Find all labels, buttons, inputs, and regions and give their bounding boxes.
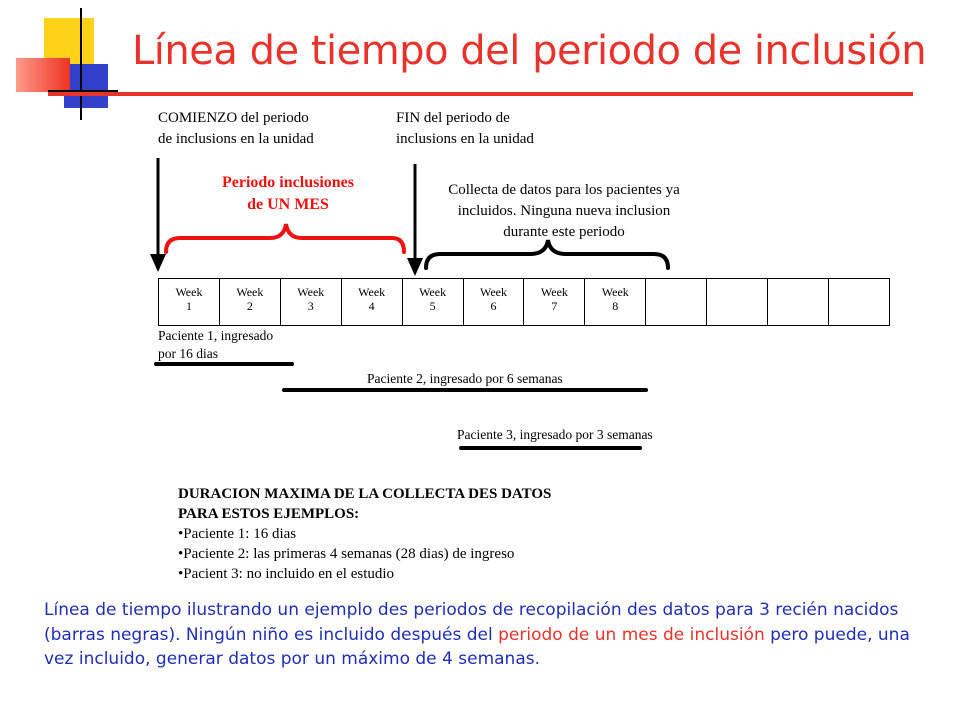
week-cell <box>768 279 829 326</box>
week-number: 7 <box>551 299 558 313</box>
patient-3-label-line: Paciente 3, ingresado por 3 semanas <box>457 427 653 442</box>
week-cell <box>159 279 220 326</box>
patient-2-label <box>367 370 563 388</box>
week-word: Week <box>601 285 629 299</box>
week-number: 1 <box>185 299 192 313</box>
inclusion-period-line: de UN MES <box>247 196 329 213</box>
week-word: Week <box>358 285 386 299</box>
week-cell <box>646 279 707 326</box>
patient-3-bar <box>459 446 642 450</box>
patient-2-label-line: Paciente 2, ingresado por 6 semanas <box>367 371 563 386</box>
patient-1-label <box>158 327 273 363</box>
caption-text: pero puede, una vez incluido, generar datos por un máximo de 4 semanas. <box>44 624 910 669</box>
weeks-row <box>159 279 890 326</box>
summary-item: •Paciente 2: las primeras 4 semanas (28 dias) de ingreso <box>178 546 515 562</box>
week-word: Week <box>540 285 568 299</box>
weeks-table <box>158 278 890 326</box>
week-cell <box>463 279 524 326</box>
week-number: 6 <box>490 299 497 313</box>
end-arrow <box>407 164 423 276</box>
patient-3-label <box>457 426 653 444</box>
week-number: 2 <box>246 299 253 313</box>
week-word: Week <box>419 285 447 299</box>
week-cell <box>341 279 402 326</box>
week-number: 3 <box>307 299 314 313</box>
week-word: Week <box>236 285 264 299</box>
collection-label-line: durante este periodo <box>503 224 625 240</box>
patient-1-bar <box>154 362 294 366</box>
week-word: Week <box>175 285 203 299</box>
inclusion-period-line: Periodo inclusiones <box>221 174 354 191</box>
week-word: Week <box>297 285 325 299</box>
inclusion-period-brace <box>166 224 404 252</box>
week-number: 4 <box>368 299 375 313</box>
week-word: Week <box>479 285 507 299</box>
collection-label-line: Collecta de datos para los pacientes ya <box>448 182 680 198</box>
collection-period-brace <box>426 240 668 268</box>
week-cell <box>280 279 341 326</box>
week-cell <box>585 279 646 326</box>
start-label-line: COMIENZO del periodo <box>158 110 309 126</box>
week-cell <box>707 279 768 326</box>
week-cell <box>402 279 463 326</box>
summary-box <box>178 484 551 584</box>
summary-item: •Pacient 3: no incluido en el estudio <box>178 566 395 582</box>
summary-item: •Paciente 1: 16 dias <box>178 526 297 542</box>
caption-highlight: periodo de un mes de inclusión <box>498 624 765 645</box>
end-label-line: inclusions en la unidad <box>396 131 534 147</box>
patient-2-bar <box>282 388 648 392</box>
start-arrow <box>150 158 166 272</box>
end-label-line: FIN del periodo de <box>396 110 510 126</box>
week-cell <box>219 279 280 326</box>
week-cell <box>828 279 889 326</box>
caption-text: Línea de tiempo ilustrando un ejemplo des periodos de recopilación des datos para 3 recién nacidos (barras negras). Ningún niño es incluido después del <box>44 600 899 645</box>
summary-heading: PARA ESTOS EJEMPLOS: <box>178 506 360 522</box>
week-cell <box>524 279 585 326</box>
caption <box>44 598 944 672</box>
week-number: 5 <box>429 299 436 313</box>
patient-1-label-line: por 16 dias <box>158 346 218 361</box>
start-label-line: de inclusions en la unidad <box>158 131 314 147</box>
summary-heading: DURACION MAXIMA DE LA COLLECTA DES DATOS <box>178 486 552 502</box>
patient-1-label-line: Paciente 1, ingresado <box>158 328 274 343</box>
page-title: Línea de tiempo del periodo de inclusión <box>132 28 927 74</box>
week-number: 8 <box>612 299 619 313</box>
collection-label-line: incluidos. Ninguna nueva inclusion <box>457 203 671 219</box>
